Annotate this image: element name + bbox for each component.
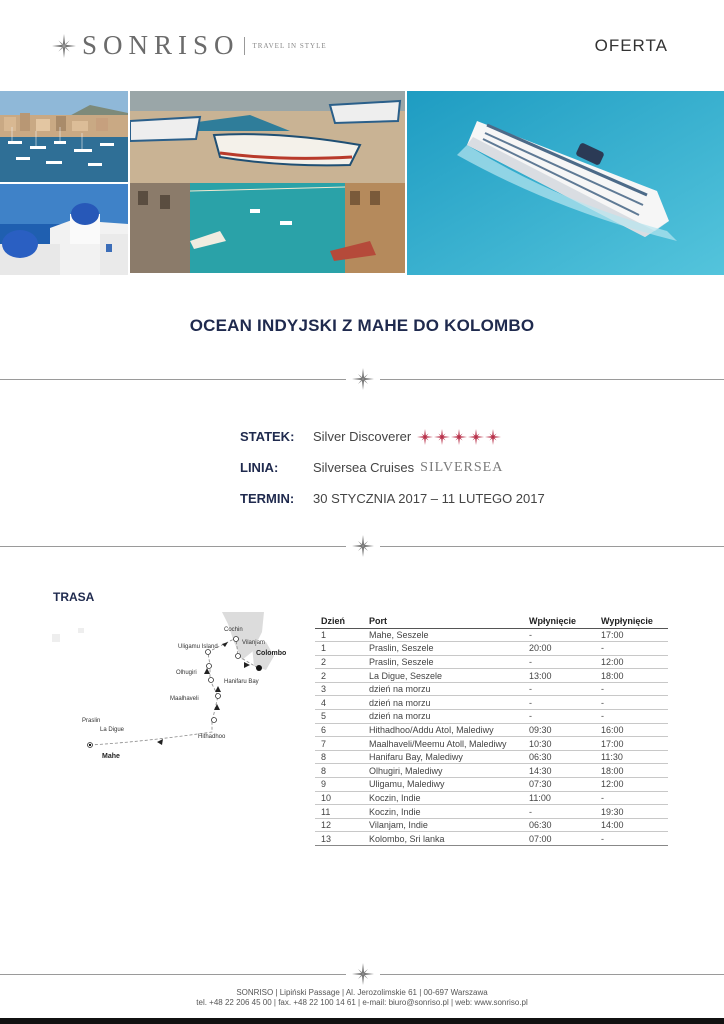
compass-star-icon bbox=[352, 368, 374, 390]
cell-arrival: 09:30 bbox=[523, 723, 595, 737]
term-value: 30 STYCZNIA 2017 – 11 LUTEGO 2017 bbox=[313, 491, 545, 506]
cell-arrival: 06:30 bbox=[523, 818, 595, 832]
cell-port: Olhugiri, Malediwy bbox=[363, 764, 523, 778]
table-row bbox=[315, 655, 668, 669]
cell-departure: 18:00 bbox=[595, 764, 668, 778]
cell-day: 1 bbox=[315, 628, 363, 642]
cell-departure: - bbox=[595, 832, 668, 846]
table-row bbox=[315, 669, 668, 683]
cell-departure: 16:00 bbox=[595, 723, 668, 737]
route-heading: TRASA bbox=[53, 590, 95, 604]
cell-day: 10 bbox=[315, 791, 363, 805]
cell-day: 12 bbox=[315, 818, 363, 832]
compass-star-icon bbox=[52, 34, 76, 58]
ship-value: Silver Discoverer bbox=[313, 429, 412, 444]
term-row bbox=[240, 483, 545, 514]
table-row bbox=[315, 764, 668, 778]
cell-port: Vilanjam, Indie bbox=[363, 818, 523, 832]
cell-departure: - bbox=[595, 710, 668, 724]
table-row bbox=[315, 723, 668, 737]
cruise-info bbox=[240, 421, 545, 514]
table-row bbox=[315, 818, 668, 832]
table-row bbox=[315, 628, 668, 642]
cell-arrival: 10:30 bbox=[523, 737, 595, 751]
map-label-maalhaveli: Maalhaveli bbox=[170, 696, 199, 702]
beach-boats-photo bbox=[130, 91, 405, 273]
cell-day: 7 bbox=[315, 737, 363, 751]
cruise-title: OCEAN INDYJSKI Z MAHE DO KOLOMBO bbox=[189, 316, 535, 335]
photo-strip bbox=[0, 91, 724, 275]
col-arrival: Wpłynięcie bbox=[523, 614, 595, 628]
cell-day: 4 bbox=[315, 696, 363, 710]
document-type: OFERTA bbox=[594, 36, 668, 55]
table-header-row bbox=[315, 614, 668, 628]
cell-day: 6 bbox=[315, 723, 363, 737]
cell-port: Praslin, Seszele bbox=[363, 655, 523, 669]
cell-port: Hithadhoo/Addu Atol, Malediwy bbox=[363, 723, 523, 737]
santorini-photo bbox=[0, 184, 128, 275]
cell-port: Praslin, Seszele bbox=[363, 642, 523, 656]
cell-arrival: - bbox=[523, 628, 595, 642]
cell-port: Hanifaru Bay, Malediwy bbox=[363, 750, 523, 764]
cell-departure: 17:00 bbox=[595, 628, 668, 642]
cell-departure: - bbox=[595, 682, 668, 696]
cell-departure: 18:00 bbox=[595, 669, 668, 683]
cell-arrival: - bbox=[523, 710, 595, 724]
compass-star-icon bbox=[352, 535, 374, 557]
cell-day: 2 bbox=[315, 669, 363, 683]
map-label-praslin: Praslin bbox=[82, 718, 101, 724]
route-map bbox=[52, 612, 302, 777]
table-row bbox=[315, 750, 668, 764]
table-row bbox=[315, 791, 668, 805]
cell-port: Kolombo, Sri lanka bbox=[363, 832, 523, 846]
col-day: Dzień bbox=[315, 614, 363, 628]
footer-contact: tel. +48 22 206 45 00 | fax. +48 22 100 14 61 | e-mail: biuro@sonriso.pl | web: www.sonriso.pl bbox=[196, 998, 528, 1007]
ship-label: STATEK: bbox=[240, 429, 295, 444]
map-label-cochin: Cochin bbox=[224, 627, 243, 633]
cell-arrival: 14:30 bbox=[523, 764, 595, 778]
table-row bbox=[315, 805, 668, 819]
cell-day: 1 bbox=[315, 642, 363, 656]
cell-arrival: - bbox=[523, 682, 595, 696]
silversea-logo: SILVERSEA bbox=[420, 459, 504, 475]
cell-port: Koczin, Indie bbox=[363, 805, 523, 819]
rating-star-icon bbox=[468, 429, 484, 445]
compass-star-icon bbox=[352, 963, 374, 985]
harbor-photo bbox=[0, 91, 128, 182]
map-label-mahe: Mahe bbox=[102, 753, 120, 760]
rating-star-icon bbox=[417, 429, 433, 445]
rating-star-icon bbox=[434, 429, 450, 445]
cell-day: 8 bbox=[315, 750, 363, 764]
cell-port: Maalhaveli/Meemu Atoll, Malediwy bbox=[363, 737, 523, 751]
cell-departure: - bbox=[595, 642, 668, 656]
map-label-vilanjam: Vilanjam bbox=[242, 640, 265, 646]
col-departure: Wypłynięcie bbox=[595, 614, 668, 628]
cell-port: dzień na morzu bbox=[363, 696, 523, 710]
cell-departure: 11:30 bbox=[595, 750, 668, 764]
table-row bbox=[315, 642, 668, 656]
ship-row bbox=[240, 421, 545, 452]
divider-middle bbox=[0, 537, 724, 557]
cruise-ship-photo bbox=[407, 91, 724, 275]
page-footer bbox=[0, 988, 724, 1008]
col-port: Port bbox=[363, 614, 523, 628]
cell-day: 13 bbox=[315, 832, 363, 846]
map-label-hithadhoo: Hithadhoo bbox=[198, 734, 226, 740]
cell-port: Uligamu, Malediwy bbox=[363, 778, 523, 792]
table-row bbox=[315, 696, 668, 710]
brand-name: SONRISO bbox=[82, 30, 240, 60]
brand-tagline: TRAVEL IN STYLE bbox=[252, 41, 327, 50]
line-value: Silversea Cruises bbox=[313, 460, 415, 475]
cell-arrival: 07:30 bbox=[523, 778, 595, 792]
cell-port: La Digue, Seszele bbox=[363, 669, 523, 683]
cell-arrival: 13:00 bbox=[523, 669, 595, 683]
cell-arrival: 20:00 bbox=[523, 642, 595, 656]
map-label-colombo: Colombo bbox=[256, 650, 287, 657]
cell-port: dzień na morzu bbox=[363, 710, 523, 724]
cell-day: 3 bbox=[315, 682, 363, 696]
cell-day: 11 bbox=[315, 805, 363, 819]
cell-port: dzień na morzu bbox=[363, 682, 523, 696]
map-label-hanifaru: Hanifaru Bay bbox=[224, 679, 259, 685]
cell-arrival: - bbox=[523, 805, 595, 819]
table-row bbox=[315, 737, 668, 751]
map-label-olhugiri: Olhugiri bbox=[176, 670, 197, 676]
cell-arrival: - bbox=[523, 696, 595, 710]
divider-bottom bbox=[0, 965, 724, 985]
cell-arrival: 06:30 bbox=[523, 750, 595, 764]
cell-departure: - bbox=[595, 696, 668, 710]
line-row bbox=[240, 452, 545, 483]
cell-departure: 19:30 bbox=[595, 805, 668, 819]
line-label: LINIA: bbox=[240, 460, 279, 475]
table-row bbox=[315, 682, 668, 696]
term-label: TERMIN: bbox=[240, 491, 295, 506]
cell-departure: - bbox=[595, 791, 668, 805]
table-row bbox=[315, 832, 668, 846]
cell-day: 9 bbox=[315, 778, 363, 792]
sonriso-logo bbox=[52, 30, 327, 61]
cell-departure: 12:00 bbox=[595, 655, 668, 669]
bottom-bar bbox=[0, 1018, 724, 1024]
rating-star-icon bbox=[451, 429, 467, 445]
cell-day: 8 bbox=[315, 764, 363, 778]
footer-address: SONRISO | Lipiński Passage | Al. Jerozolimskie 61 | 00-697 Warszawa bbox=[236, 988, 488, 997]
cell-departure: 17:00 bbox=[595, 737, 668, 751]
cell-departure: 14:00 bbox=[595, 818, 668, 832]
ship-rating bbox=[417, 429, 502, 445]
map-label-ladigue: La Digue bbox=[100, 727, 125, 733]
divider-top bbox=[0, 370, 724, 390]
table-row bbox=[315, 710, 668, 724]
cell-departure: 12:00 bbox=[595, 778, 668, 792]
itinerary-table bbox=[315, 614, 668, 846]
table-row bbox=[315, 778, 668, 792]
cell-day: 2 bbox=[315, 655, 363, 669]
map-label-uligamu: Uligamu Island bbox=[178, 644, 218, 650]
page-header bbox=[0, 0, 724, 90]
cell-port: Mahe, Seszele bbox=[363, 628, 523, 642]
cell-arrival: 11:00 bbox=[523, 791, 595, 805]
logo-separator bbox=[244, 37, 245, 55]
cell-day: 5 bbox=[315, 710, 363, 724]
cell-arrival: - bbox=[523, 655, 595, 669]
cell-port: Koczin, Indie bbox=[363, 791, 523, 805]
rating-star-icon bbox=[485, 429, 501, 445]
cell-arrival: 07:00 bbox=[523, 832, 595, 846]
